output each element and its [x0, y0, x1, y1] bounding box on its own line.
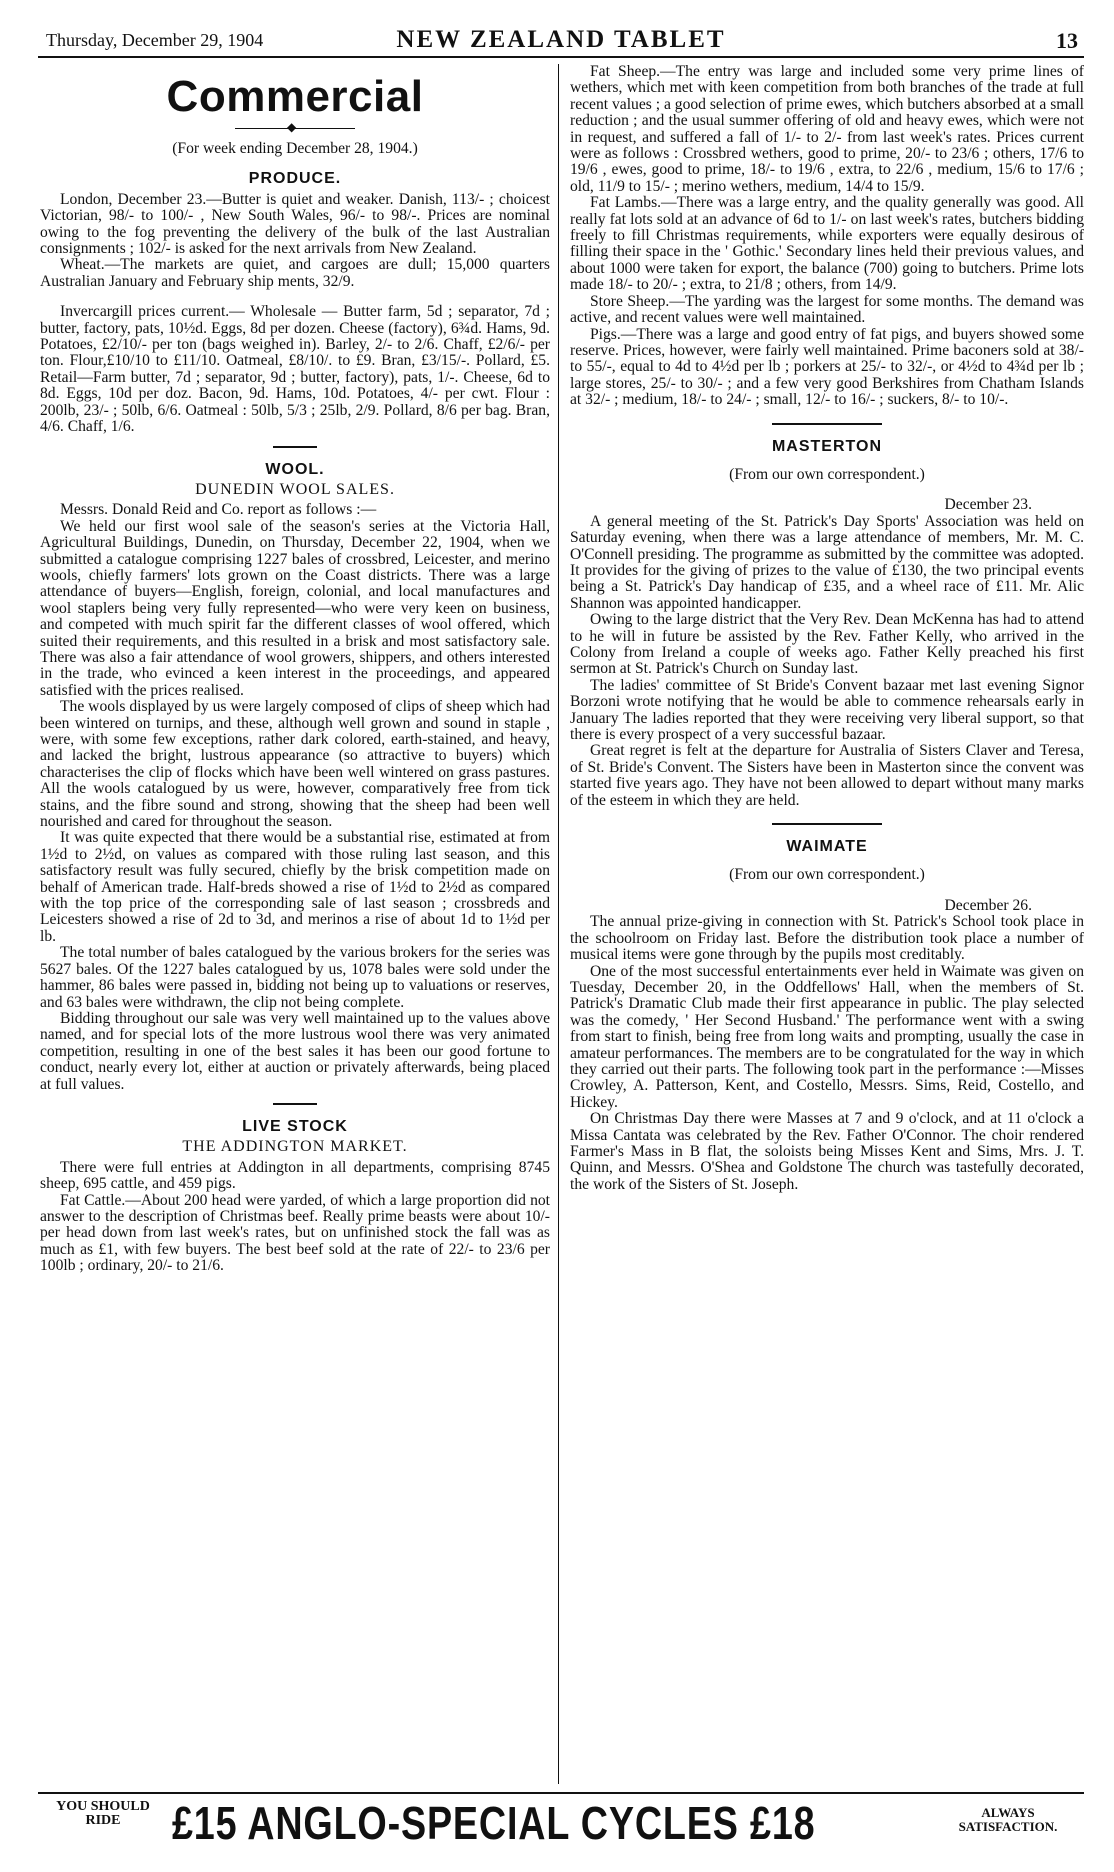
right-column — [570, 64, 1084, 1193]
left-column — [40, 64, 550, 1275]
masterton-byline: (From our own correspondent.) — [729, 465, 925, 483]
live-stock-heading: LIVE STOCK — [242, 1117, 348, 1135]
paragraph: The wools displayed by us were largely composed of clips of sheep which had been wintered on turnips, and these, although well grown and sound in staple , were, with some few exceptions, rather dark colored, earth-stained, and heavy, and lacked the bright, lustrous appearance (so attractive to buyers) which characterises the clip of flocks which have been well wintered on grass pastures. All the wools catalogued by us were, however, comparatively free from tick stains, and the fibre sound and strong, showing that the sheep had been well nourished and cared for throughout the season. — [40, 698, 550, 831]
page-number: 13 — [1056, 28, 1078, 53]
masthead-title: NEW ZEALAND TABLET — [396, 26, 726, 53]
paragraph: Wheat.—The markets are quiet, and cargoes are dull; 15,000 quarters Australian January and February ship ments, 32/9. — [40, 256, 550, 290]
column-divider — [558, 64, 559, 1784]
waimate-byline: (From our own correspondent.) — [729, 866, 925, 884]
paragraph: The ladies' committee of St Bride's Convent bazaar met last evening Signor Borzoni wrote notifying that he would be able to commence rehearsals early in January The ladies reported that they were receiving very liberal support, so that there is every prospect of a very successful bazaar. — [570, 676, 1084, 744]
paragraph: We held our first wool sale of the season's series at the Victoria Hall, Agricultural Buildings, Dunedin, on Thursday, December 22, 1904, when we submitted a catalogue comprising 1227 bales of crossbred, Leicester, and merino wools, chiefly farmers' lots grown on the Coast districts. There was a large attendance of buyers—English, foreign, colonial, and local manufactures and wool staplers being very fully represented—who were very keen on business, and competed with much spirit far the different classes of wool offered, which suited their requirements, and this resulted in a brisk and most satisfactory sale. There was also a fair attendance of wool growers, shippers, and others interested in the trade, who evinced a keen interest in the proceedings, and appeared satisfied with the prices realised. — [40, 517, 550, 699]
masterton-heading: MASTERTON — [771, 437, 883, 455]
paragraph: Store Sheep.—The yarding was the largest for some months. The demand was active, and recent values were well maintained. — [570, 292, 1084, 327]
advertisement-banner — [38, 1792, 1084, 1856]
paragraph: Messrs. Donald Reid and Co. report as follows :— — [60, 501, 377, 519]
waimate-heading: WAIMATE — [786, 838, 868, 856]
section-rule — [273, 1103, 317, 1105]
paragraph: Bidding throughout our sale was very well maintained up to the values above named, and for special lots of the more lustrous wool there was very animated competition, resulting in one of the best sales it has been our good fortune to conduct, nearly every lot, either at auction or privately afterwards, being placed at full values. — [40, 1009, 550, 1093]
waimate-dateline: December 26. — [944, 896, 1032, 914]
section-rule — [273, 446, 317, 448]
paragraph: On Christmas Day there were Masses at 7 and 9 o'clock, and at 11 o'clock a Missa Cantata was celebrated by the Rev. Father O'Connor. The choir rendered Farmer's Mass in B flat, the soloists being Misses Kent and Sims, Mrs. J. T. Quinn, and Messrs. O'Shea and Goldstone The church was tastefully decorated, the work of the Sisters of St. Joseph. — [570, 1110, 1084, 1193]
paragraph: London, December 23.—Butter is quiet and weaker. Danish, 113/- ; choicest Victorian, 98/- to 100/- , New South Wales, 96/- to 98/-. Prices are nominal owing to the fog preventing the delivery of the bulk of the last Australian consignments ; 102/- is asked for the next arrivals from New Zealand. — [40, 190, 550, 258]
paragraph: Owing to the large district that the Very Rev. Dean McKenna has had to attend to he will in future be assisted by the Rev. Father Kelly, who arrived in the Colony from Ireland a couple of weeks ago. Father Kelly preached his first sermon at St. Patrick's Church on Sunday last. — [570, 611, 1084, 678]
paragraph: Fat Cattle.—About 200 head were yarded, of which a large proportion did not answer to the description of Christmas beef. Really prime beasts were about 10/- per head down from last week's rates, but on unfinished stock the fall was as much as £1, with few buyers. The best beef sold at the rate of 22/- to 23/6 per 100lb ; ordinary, 20/- to 21/6. — [40, 1191, 550, 1275]
paragraph: The annual prize-giving in connection with St. Patrick's School took place in the schoolroom on Friday last. Before the distribution took place a number of musical items were gone through by the pupils most creditably. — [570, 913, 1084, 964]
produce-heading: PRODUCE. — [248, 170, 342, 188]
wool-heading: WOOL. — [265, 460, 325, 478]
live-stock-subheading: THE ADDINGTON MARKET. — [182, 1138, 408, 1156]
section-rule — [772, 823, 882, 825]
page-header — [38, 26, 1084, 58]
paragraph: There were full entries at Addington in all departments, comprising 8745 sheep, 695 cattle, and 459 pigs. — [40, 1158, 550, 1193]
paragraph: The total number of bales catalogued by the various brokers for the series was 5627 bales. Of the 1227 bales catalogued by us, 1078 bales were sold under the hammer, 86 bales were passed in, bidding not being up to valuations or reserves, and 63 bales were withdrawn, the clip not being complete. — [40, 944, 550, 1011]
wool-subheading: DUNEDIN WOOL SALES. — [195, 480, 395, 498]
title-ornament — [235, 128, 355, 129]
paragraph: A general meeting of the St. Patrick's Day Sports' Association was held on Saturday evening, when there was a large attendance of members, Mr. M. C. O'Connell presiding. The programme as submitted by the committee was adopted. It provides for the giving of prizes to the value of £130, the two principal events being a St. Patrick's Day handicap of £35, and a wheel race of £11. Mr. Alic Shannon was appointed handicapper. — [570, 512, 1084, 612]
masterton-dateline: December 23. — [944, 496, 1032, 514]
paragraph: It was quite expected that there would be a substantial rise, estimated at from 1½d to 2½d, on values as compared with those ruling last season, and this satisfactory result was fully secured, chiefly by the brisk competition made on behalf of American trade. Half-breds showed a rise of 1½d to 2½d as compared with the top price of the corresponding sale of last season ; crossbreds and Leicesters showed a rise of 2d to 3d, and merinos a rise of about 1d to 1½d per lb. — [40, 829, 550, 945]
paragraph: Great regret is felt at the departure for Australia of Sisters Claver and Teresa, of St. Bride's Convent. The Sisters have been in Masterton since the convent was started five years ago. They have not been allowed to depart without many marks of the esteem in which they are held. — [570, 742, 1084, 809]
ad-left-text: YOU SHOULD RIDE — [56, 1799, 150, 1828]
ad-right-text: ALWAYS SATISFACTION. — [958, 1805, 1058, 1834]
paragraph: Fat Sheep.—The entry was large and included some very prime lines of wethers, which met with keen competition from both branches of the trade at full recent values ; a good selection of prime ewes, which butchers absorbed at a small reduction ; and the usual summer offering of old and heavy ewes, which were not in request, and suffered a fall of 1/- to 2/- from last week's rates. Prices current were as follows : Crossbred wethers, good to prime, 20/- to 23/6 ; others, 17/6 to 19/6 , ewes, good to prime, 18/- to 19/6 , extra, to 22/6 , medium, 15/6 to 17/6 ; old, 11/9 to 15/- ; merino wethers, medium, 14/4 to 15/9. — [570, 63, 1084, 195]
paragraph: One of the most successful entertainments ever held in Waimate was given on Tuesday, December 20, in the Oddfellows' Hall, when the members of St. Patrick's Dramatic Club made their first appearance in public. The play selected was the comedy, ' Her Second Husband.' The performance went with a swing from start to finish, being free from long waits and prompting, usually the case in amateur performances. The members are to be congratulated for the way in which they carried out their parts. The following took part in the performance :—Misses Crowley, A. Patterson, Kent, and Costello, Messrs. Sims, Reid, Costello, and Hickey. — [570, 962, 1084, 1111]
section-title: Commercial — [166, 72, 424, 121]
paragraph: Fat Lambs.—There was a large entry, and the quality generally was good. All really fat lots sold at an advance of 6d to 1/- on last week's rates, butchers bidding freely to fill Christmas requirements, while exporters were equally desirous of filling their space in the ' Gothic.' Secondary lines held their previous values, and about 1000 were taken for export, the balance (700) going to butchers. Prime lots made 18/- to 20/- ; extra, to 21/8 ; others, from 14/9. — [570, 194, 1084, 294]
ad-headline: £15 ANGLO-SPECIAL CYCLES £18 — [172, 1797, 816, 1849]
paragraph: Pigs.—There was a large and good entry of fat pigs, and buyers showed some reserve. Prices, however, were fairly well maintained. Prime baconers sold at 38/- to 55/-, equal to 4d to 4½d per lb ; porkers at 25/- to 32/-, or 4½d to 4¾d per lb ; large stores, 25/- to 30/- ; and a few very good Berkshires from Chatham Islands at 32/- ; medium, 18/- to 24/- ; small, 12/- to 16/- ; suckers, 8/- to 10/-. — [570, 325, 1084, 409]
section-subtitle: (For week ending December 28, 1904.) — [172, 140, 418, 157]
paragraph: Invercargill prices current.— Wholesale — Butter farm, 5d ; separator, 7d ; butter, factory, pats, 10½d. Eggs, 8d per dozen. Cheese (factory), 6¾d. Hams, 9d. Potatoes, £2/10/- per ton (bags weighed in). Barley, 2/- to 2/6. Chaff, £2/6/- per ton. Flour,£10/10 to £11/10. Oatmeal, £8/10/. to £9. Bran, £3/15/-. Pollard, £5. Retail—Farm butter, 7d ; separator, 9d ; butter, factory), pats, 1/-. Cheese, 6d to 8d. Eggs, 10d per doz. Bacon, 9d. Hams, 10d. Potatoes, 4/- per cwt. Flour : 200lb, 23/- ; 50lb, 6/6. Oatmeal : 50lb, 5/3 ; 25lb, 2/9. Pollard, 8/6 per bag. Bran, 4/6. Chaff, 1/6. — [40, 303, 550, 436]
section-rule — [772, 423, 882, 425]
header-date: Thursday, December 29, 1904 — [46, 30, 264, 50]
